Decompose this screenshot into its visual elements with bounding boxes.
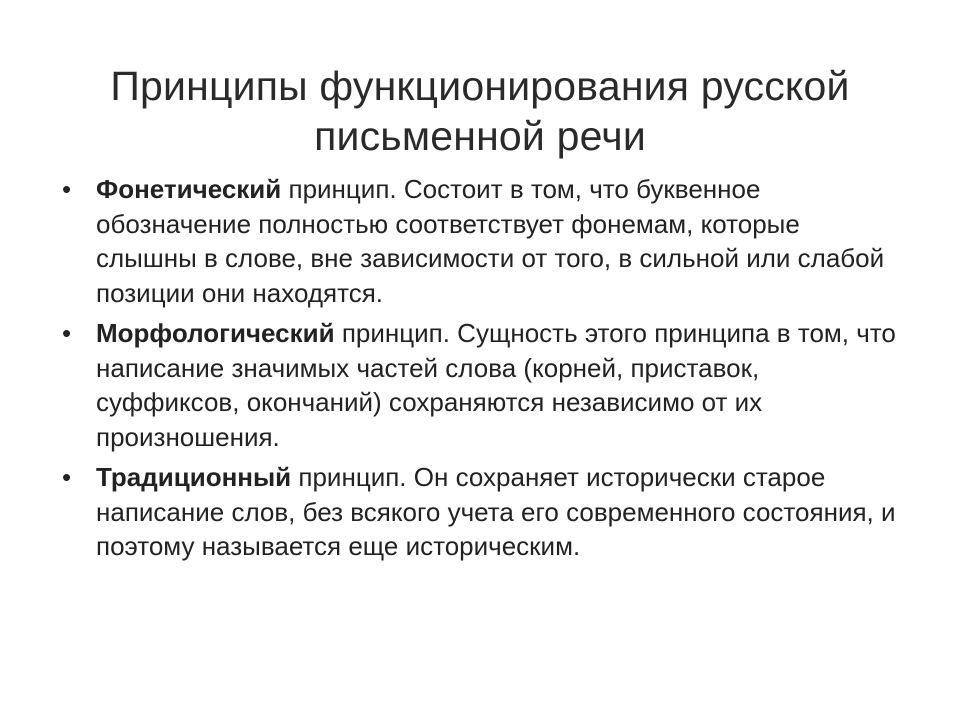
bullet-term: Морфологический — [96, 318, 335, 348]
bullet-marker: • — [62, 462, 72, 492]
bullet-term: Традиционный — [96, 462, 292, 492]
bullet-item-morphological — [62, 316, 902, 454]
slide-title — [60, 61, 900, 161]
bullet-item-phonetic — [62, 172, 902, 310]
bullet-text: принцип. Состоит в том, что буквенное обозначение полностью соответствует фонемам, которые слышны в слове, вне зависимости от того, в сильной или слабой позиции они находятся. — [96, 174, 885, 308]
slide-title-line-1: Принципы функционирования русской — [110, 63, 850, 110]
bullet-list — [62, 172, 902, 570]
bullet-item-traditional — [62, 460, 902, 564]
bullet-text: принцип. Он сохраняет исторически старое написание слов, без всякого учета его современного состояния, и поэтому называется еще историческим. — [96, 462, 896, 561]
bullet-marker: • — [62, 174, 72, 204]
bullet-term: Фонетический — [96, 174, 282, 204]
bullet-text: принцип. Сущность этого принципа в том, что написание значимых частей слова (корней, приставок, суффиксов, окончаний) сохраняются независимо от их произношения. — [96, 318, 896, 452]
slide-title-line-2: письменной речи — [314, 113, 646, 160]
bullet-marker: • — [62, 318, 72, 348]
